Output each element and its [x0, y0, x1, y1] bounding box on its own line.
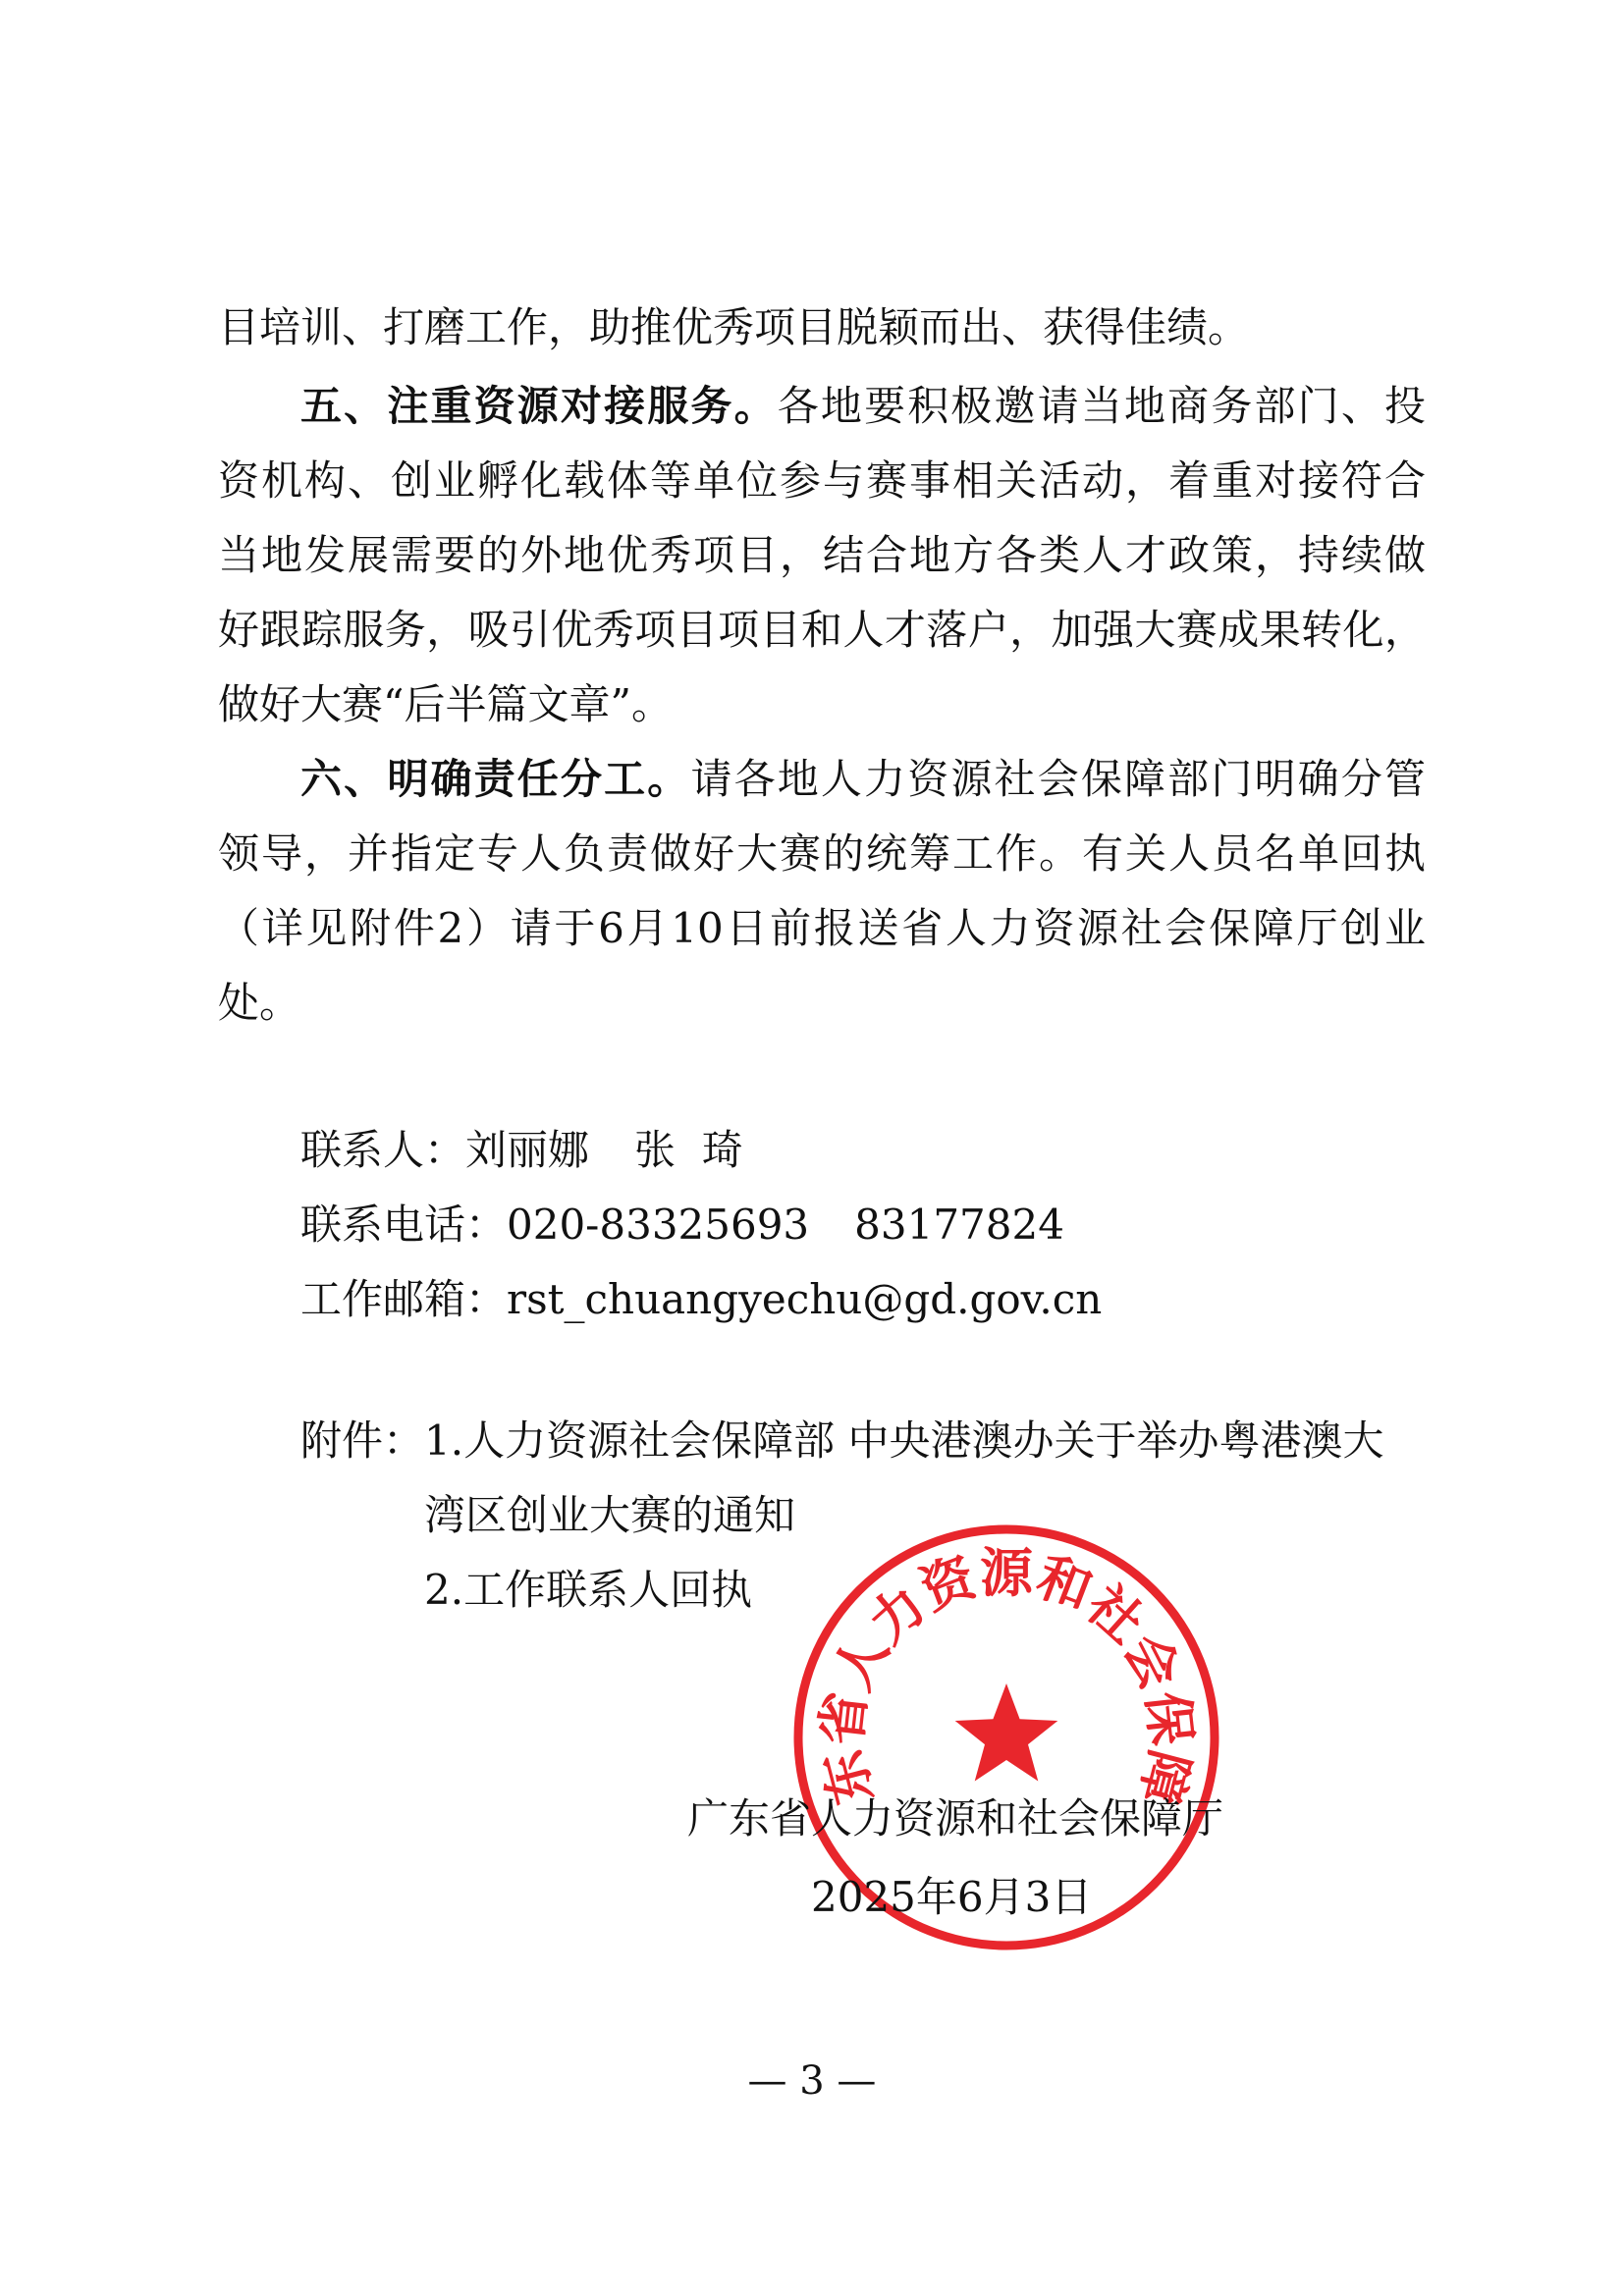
- issue-date-text: 2025年6月3日: [811, 1873, 1093, 1921]
- issuing-organization: [687, 1782, 1223, 1856]
- issuing-organization-text: 广东省人力资源和社会保障厅: [687, 1794, 1224, 1842]
- section-six-heading: 六、明确责任分工。: [300, 755, 691, 803]
- contact-email-line: [300, 1262, 1102, 1337]
- paragraph-text: 目培训、打磨工作，助推优秀项目脱颖而出、获得佳绩。: [218, 303, 1250, 351]
- paragraph-text: 请各地人力资源社会保障部门明确分管: [690, 755, 1426, 803]
- contact-phone-label: 联系电话：: [300, 1201, 508, 1249]
- contact-phone-2: 83177824: [854, 1201, 1064, 1249]
- attachment-item-1: 1.人力资源社会保障部 中央港澳办关于举办粤港澳大: [424, 1416, 1384, 1465]
- seal-star-icon: [955, 1683, 1058, 1782]
- paragraph-line: [218, 518, 1426, 593]
- page-number: — 3 —: [747, 2058, 877, 2104]
- paragraph-line: [218, 891, 1426, 966]
- paragraph-text: 好跟踪服务，吸引优秀项目项目和人才落户，加强大赛成果转化，: [218, 606, 1426, 654]
- paragraph-text: 各地要积极邀请当地商务部门、投: [777, 382, 1426, 430]
- attachment-line: [424, 1553, 752, 1628]
- paragraph-line: [218, 593, 1426, 667]
- section-five-heading: 五、注重资源对接服务。: [300, 382, 778, 430]
- contact-email[interactable]: rst_chuangyechu@gd.gov.cn: [507, 1275, 1103, 1323]
- paragraph-text: 领导，并指定专人负责做好大赛的统筹工作。有关人员名单回执: [218, 829, 1426, 878]
- contact-person-2: 张 琦: [634, 1126, 743, 1174]
- section-six-first-line: [300, 742, 1426, 817]
- paragraph-line: [218, 291, 1426, 365]
- attachment-item-2: 2.工作联系人回执: [424, 1566, 753, 1614]
- contact-phone-line: [300, 1188, 1064, 1262]
- paragraph-text: （详见附件2）请于6月10日前报送省人力资源社会保障厅创业: [218, 904, 1426, 952]
- paragraph-text: 当地发展需要的外地优秀项目，结合地方各类人才政策，持续做: [218, 531, 1426, 579]
- issue-date: [811, 1860, 1092, 1935]
- paragraph-line: [218, 444, 1426, 518]
- attachment-line: [300, 1404, 1383, 1478]
- contact-phone-1: 020-83325693: [507, 1201, 810, 1249]
- contact-email-label: 工作邮箱：: [300, 1275, 508, 1323]
- paragraph-line: [218, 817, 1426, 891]
- paragraph-text: 做好大赛“后半篇文章”。: [218, 680, 673, 728]
- paragraph-text: 处。: [218, 979, 301, 1027]
- attachment-line: [424, 1478, 795, 1553]
- seal-text: 东省人力资源和社会保障: [810, 1541, 1203, 1811]
- section-five-first-line: [300, 369, 1426, 444]
- paragraph-text: 资机构、创业孵化载体等单位参与赛事相关活动，着重对接符合: [218, 456, 1426, 505]
- contact-person-1: 刘丽娜: [465, 1126, 590, 1174]
- attachment-item-1-continued: 湾区创业大赛的通知: [424, 1491, 796, 1539]
- paragraph-line: [218, 667, 1426, 742]
- contact-person-label: 联系人：: [300, 1126, 466, 1174]
- paragraph-line: [218, 966, 1426, 1041]
- contact-person-line: [300, 1113, 743, 1188]
- attachment-label: 附件：: [300, 1416, 425, 1465]
